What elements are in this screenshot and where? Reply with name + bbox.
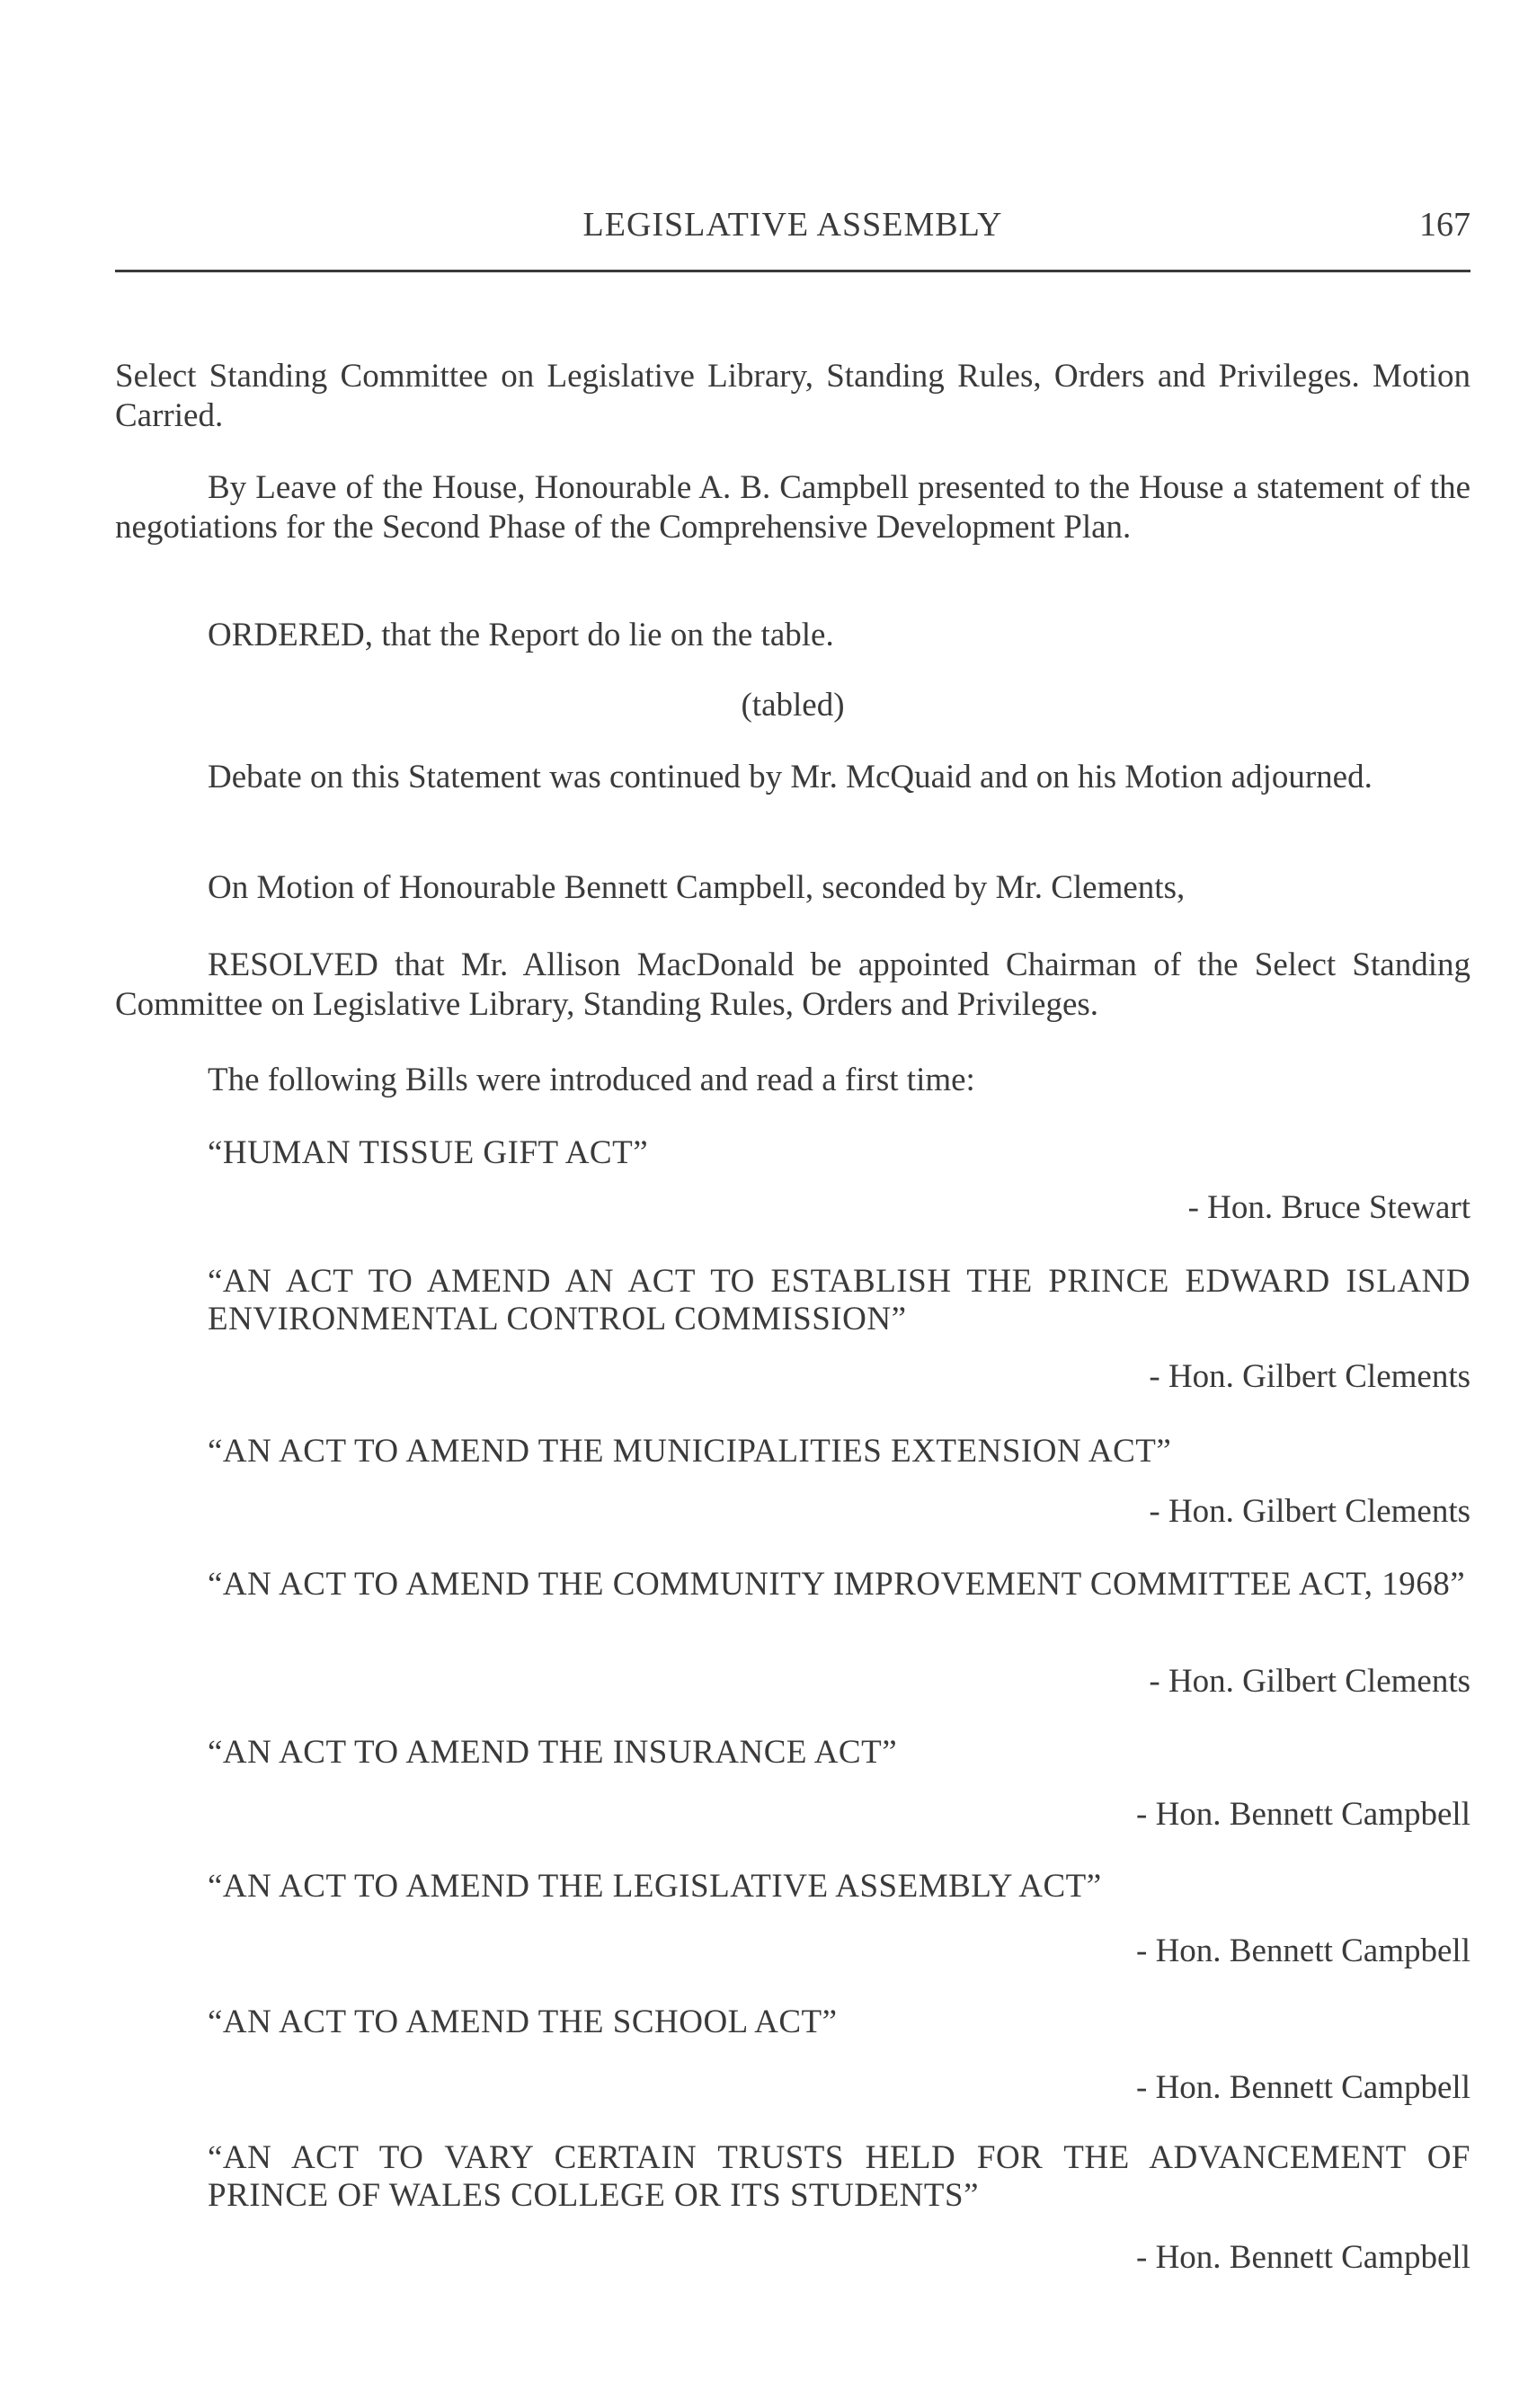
page-title: LEGISLATIVE ASSEMBLY xyxy=(582,206,1003,244)
bill-title: “AN ACT TO AMEND THE LEGISLATIVE ASSEMBLY ACT” xyxy=(208,1868,1102,1905)
paragraph-motion: On Motion of Honourable Bennett Campbell, seconded by Mr. Clements, xyxy=(208,869,1186,906)
bill-sponsor: - Hon. Bennett Campbell xyxy=(1136,1796,1470,1833)
paragraph-ordered: ORDERED, that the Report do lie on the table. xyxy=(208,617,834,653)
bill-sponsor: - Hon. Bruce Stewart xyxy=(1187,1189,1470,1226)
bill-title: “AN ACT TO AMEND THE COMMUNITY IMPROVEMENT COMMITTEE ACT, 1968” xyxy=(208,1566,1466,1603)
paragraph-committee-motion: Select Standing Committee on Legislative Library, Standing Rules, Orders and Privileges. Motion Carried. xyxy=(115,358,1470,434)
page-number: 167 xyxy=(1419,206,1470,244)
tabled-note: (tabled) xyxy=(741,687,845,724)
bill-sponsor: - Hon. Bennett Campbell xyxy=(1136,2069,1470,2106)
bill-sponsor: - Hon. Gilbert Clements xyxy=(1149,1493,1470,1530)
bill-title: “AN ACT TO AMEND THE SCHOOL ACT” xyxy=(208,2004,838,2040)
paragraph-bills-intro: The following Bills were introduced and read a first time: xyxy=(208,1062,975,1098)
header-rule xyxy=(115,270,1470,272)
bill-title: “AN ACT TO AMEND THE INSURANCE ACT” xyxy=(208,1734,898,1771)
bill-sponsor: - Hon. Gilbert Clements xyxy=(1149,1663,1470,1700)
paragraph-statement: By Leave of the House, Honourable A. B. Campbell presented to the House a statement of the negotiations for the Second Phase of the Comprehensive Development Plan. xyxy=(115,469,1470,546)
bill-sponsor: - Hon. Bennett Campbell xyxy=(1136,2239,1470,2276)
bill-title: “AN ACT TO AMEND AN ACT TO ESTABLISH THE PRINCE EDWARD ISLAND ENVIRONMENTAL CONTROL COMMISSION” xyxy=(208,1263,1470,1337)
paragraph-debate: Debate on this Statement was continued by Mr. McQuaid and on his Motion adjourned. xyxy=(208,759,1373,795)
bill-title: “AN ACT TO AMEND THE MUNICIPALITIES EXTENSION ACT” xyxy=(208,1433,1172,1470)
paragraph-resolved: RESOLVED that Mr. Allison MacDonald be appointed Chairman of the Select Standing Committee on Legislative Library, Standing Rules, Orders and Privileges. xyxy=(115,946,1470,1023)
bill-title: “AN ACT TO VARY CERTAIN TRUSTS HELD FOR THE ADVANCEMENT OF PRINCE OF WALES COLLEGE OR ITS STUDENTS” xyxy=(208,2139,1470,2214)
bill-sponsor: - Hon. Bennett Campbell xyxy=(1136,1933,1470,1969)
page-header xyxy=(115,205,1470,259)
bill-title: “HUMAN TISSUE GIFT ACT” xyxy=(208,1134,649,1171)
bill-sponsor: - Hon. Gilbert Clements xyxy=(1149,1358,1470,1395)
